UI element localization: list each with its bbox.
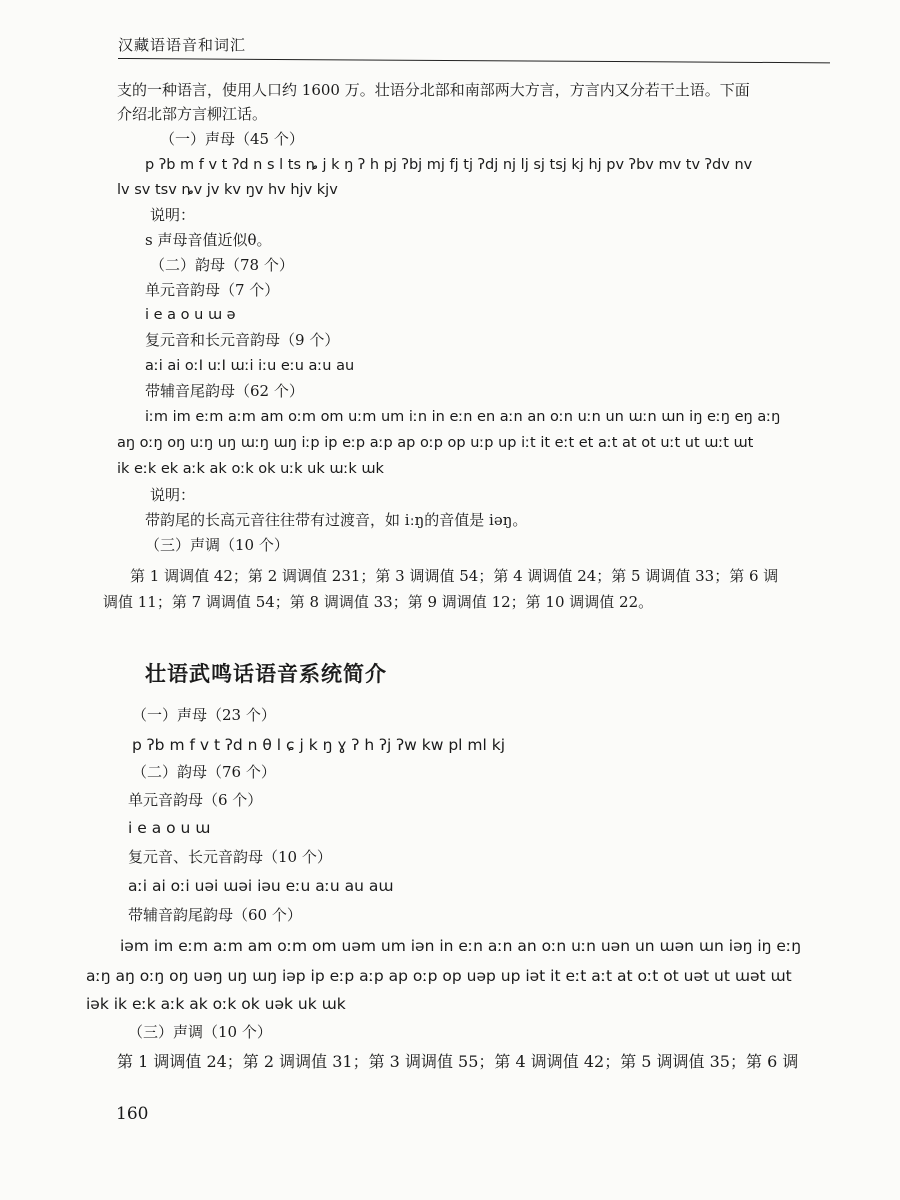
subheading: 复元音、长元音韵母（10 个） bbox=[128, 848, 332, 866]
paragraph-line: 调值 11；第 7 调调值 54；第 8 调调值 33；第 9 调调值 12；第 10 调调值 22。 bbox=[103, 593, 654, 611]
paragraph-line: 第 1 调调值 42；第 2 调调值 231；第 3 调调值 54；第 4 调调值 24；第 5 调调值 33；第 6 调 bbox=[130, 567, 779, 585]
page-number: 160 bbox=[116, 1104, 149, 1124]
ipa-list: lv sv tsv ȵv jv kv ŋv hv hjv kjv bbox=[117, 182, 338, 198]
ipa-list: aːŋ aŋ oːŋ oŋ uəŋ uŋ ɯŋ iəp ip eːp aːp ap oːp op uəp up iət it eːt aːt at oːt ot uət ut ɯət ɯt bbox=[86, 967, 792, 985]
ipa-list: iək ik eːk aːk ak oːk ok uək uk ɯk bbox=[86, 995, 346, 1013]
paragraph-line: 支的一种语言，使用人口约 1600 万。壮语分北部和南部两大方言，方言内又分若干土语。下面 bbox=[117, 81, 750, 99]
ipa-list: iəm im eːm aːm am oːm om uəm um iən in eːn aːn an oːn uːn uən un ɯən ɯn iəŋ iŋ eːŋ bbox=[120, 937, 802, 955]
subheading: （二）韵母（76 个） bbox=[132, 763, 276, 781]
running-header: 汉藏语语音和词汇 bbox=[118, 36, 247, 54]
ipa-list: p ʔb m f v t ʔd n s l ts ȵ j k ŋ ʔ h pj ʔbj mj fj tj ʔdj nj lj sj tsj kj hj pv ʔbv mv tv ʔdv nv bbox=[145, 157, 753, 173]
ipa-list: aːi ai oːi uəi ɯəi iəu eːu aːu au aɯ bbox=[128, 877, 394, 895]
subheading: （二）韵母（78 个） bbox=[150, 256, 294, 274]
subheading: 复元音和长元音韵母（9 个） bbox=[145, 331, 340, 349]
section-title: 壮语武鸣话语音系统简介 bbox=[145, 662, 387, 686]
ipa-list: aŋ oːŋ oŋ uːŋ uŋ ɯːŋ ɯŋ iːp ip eːp aːp ap oːp op uːp up iːt it eːt et aːt at ot uːt ut ɯːt ɯt bbox=[117, 435, 754, 451]
note-text: s 声母音值近似θ。 bbox=[145, 231, 272, 249]
subheading: 单元音韵母（6 个） bbox=[128, 791, 263, 809]
note-text: 带韵尾的长高元音往往带有过渡音，如 iːŋ的音值是 iəŋ。 bbox=[145, 511, 528, 529]
subheading: 带辅音尾韵母（62 个） bbox=[145, 382, 304, 400]
ipa-list: aːi ai oːI uːI ɯːi iːu eːu aːu au bbox=[145, 358, 355, 374]
paragraph-line: 第 1 调调值 24；第 2 调调值 31；第 3 调调值 55；第 4 调调值 42；第 5 调调值 35；第 6 调 bbox=[117, 1052, 799, 1071]
subheading: 单元音韵母（7 个） bbox=[145, 281, 280, 299]
subheading: （三）声调（10 个） bbox=[128, 1023, 272, 1041]
subheading: （三）声调（10 个） bbox=[145, 536, 289, 554]
ipa-list: ik eːk ek aːk ak oːk ok uːk uk ɯːk ɯk bbox=[117, 461, 384, 477]
note-label: 说明： bbox=[150, 486, 196, 504]
paragraph-line: 介绍北部方言柳江话。 bbox=[117, 105, 268, 123]
note-label: 说明： bbox=[150, 206, 196, 224]
header-rule bbox=[118, 58, 830, 63]
ipa-list: iːm im eːm aːm am oːm om uːm um iːn in eːn en aːn an oːn uːn un ɯːn ɯn iŋ eːŋ eŋ aːŋ bbox=[145, 409, 781, 425]
subheading: 带辅音韵尾韵母（60 个） bbox=[128, 906, 302, 924]
ipa-list: i e a o u ɯ bbox=[128, 819, 211, 837]
ipa-list: p ʔb m f v t ʔd n θ l ɕ j k ŋ ɣ ʔ h ʔj ʔw kw pl ml kj bbox=[132, 736, 506, 754]
subheading: （一）声母（45 个） bbox=[160, 130, 304, 148]
ipa-list: i e a o u ɯ ə bbox=[145, 307, 236, 323]
subheading: （一）声母（23 个） bbox=[132, 706, 276, 724]
